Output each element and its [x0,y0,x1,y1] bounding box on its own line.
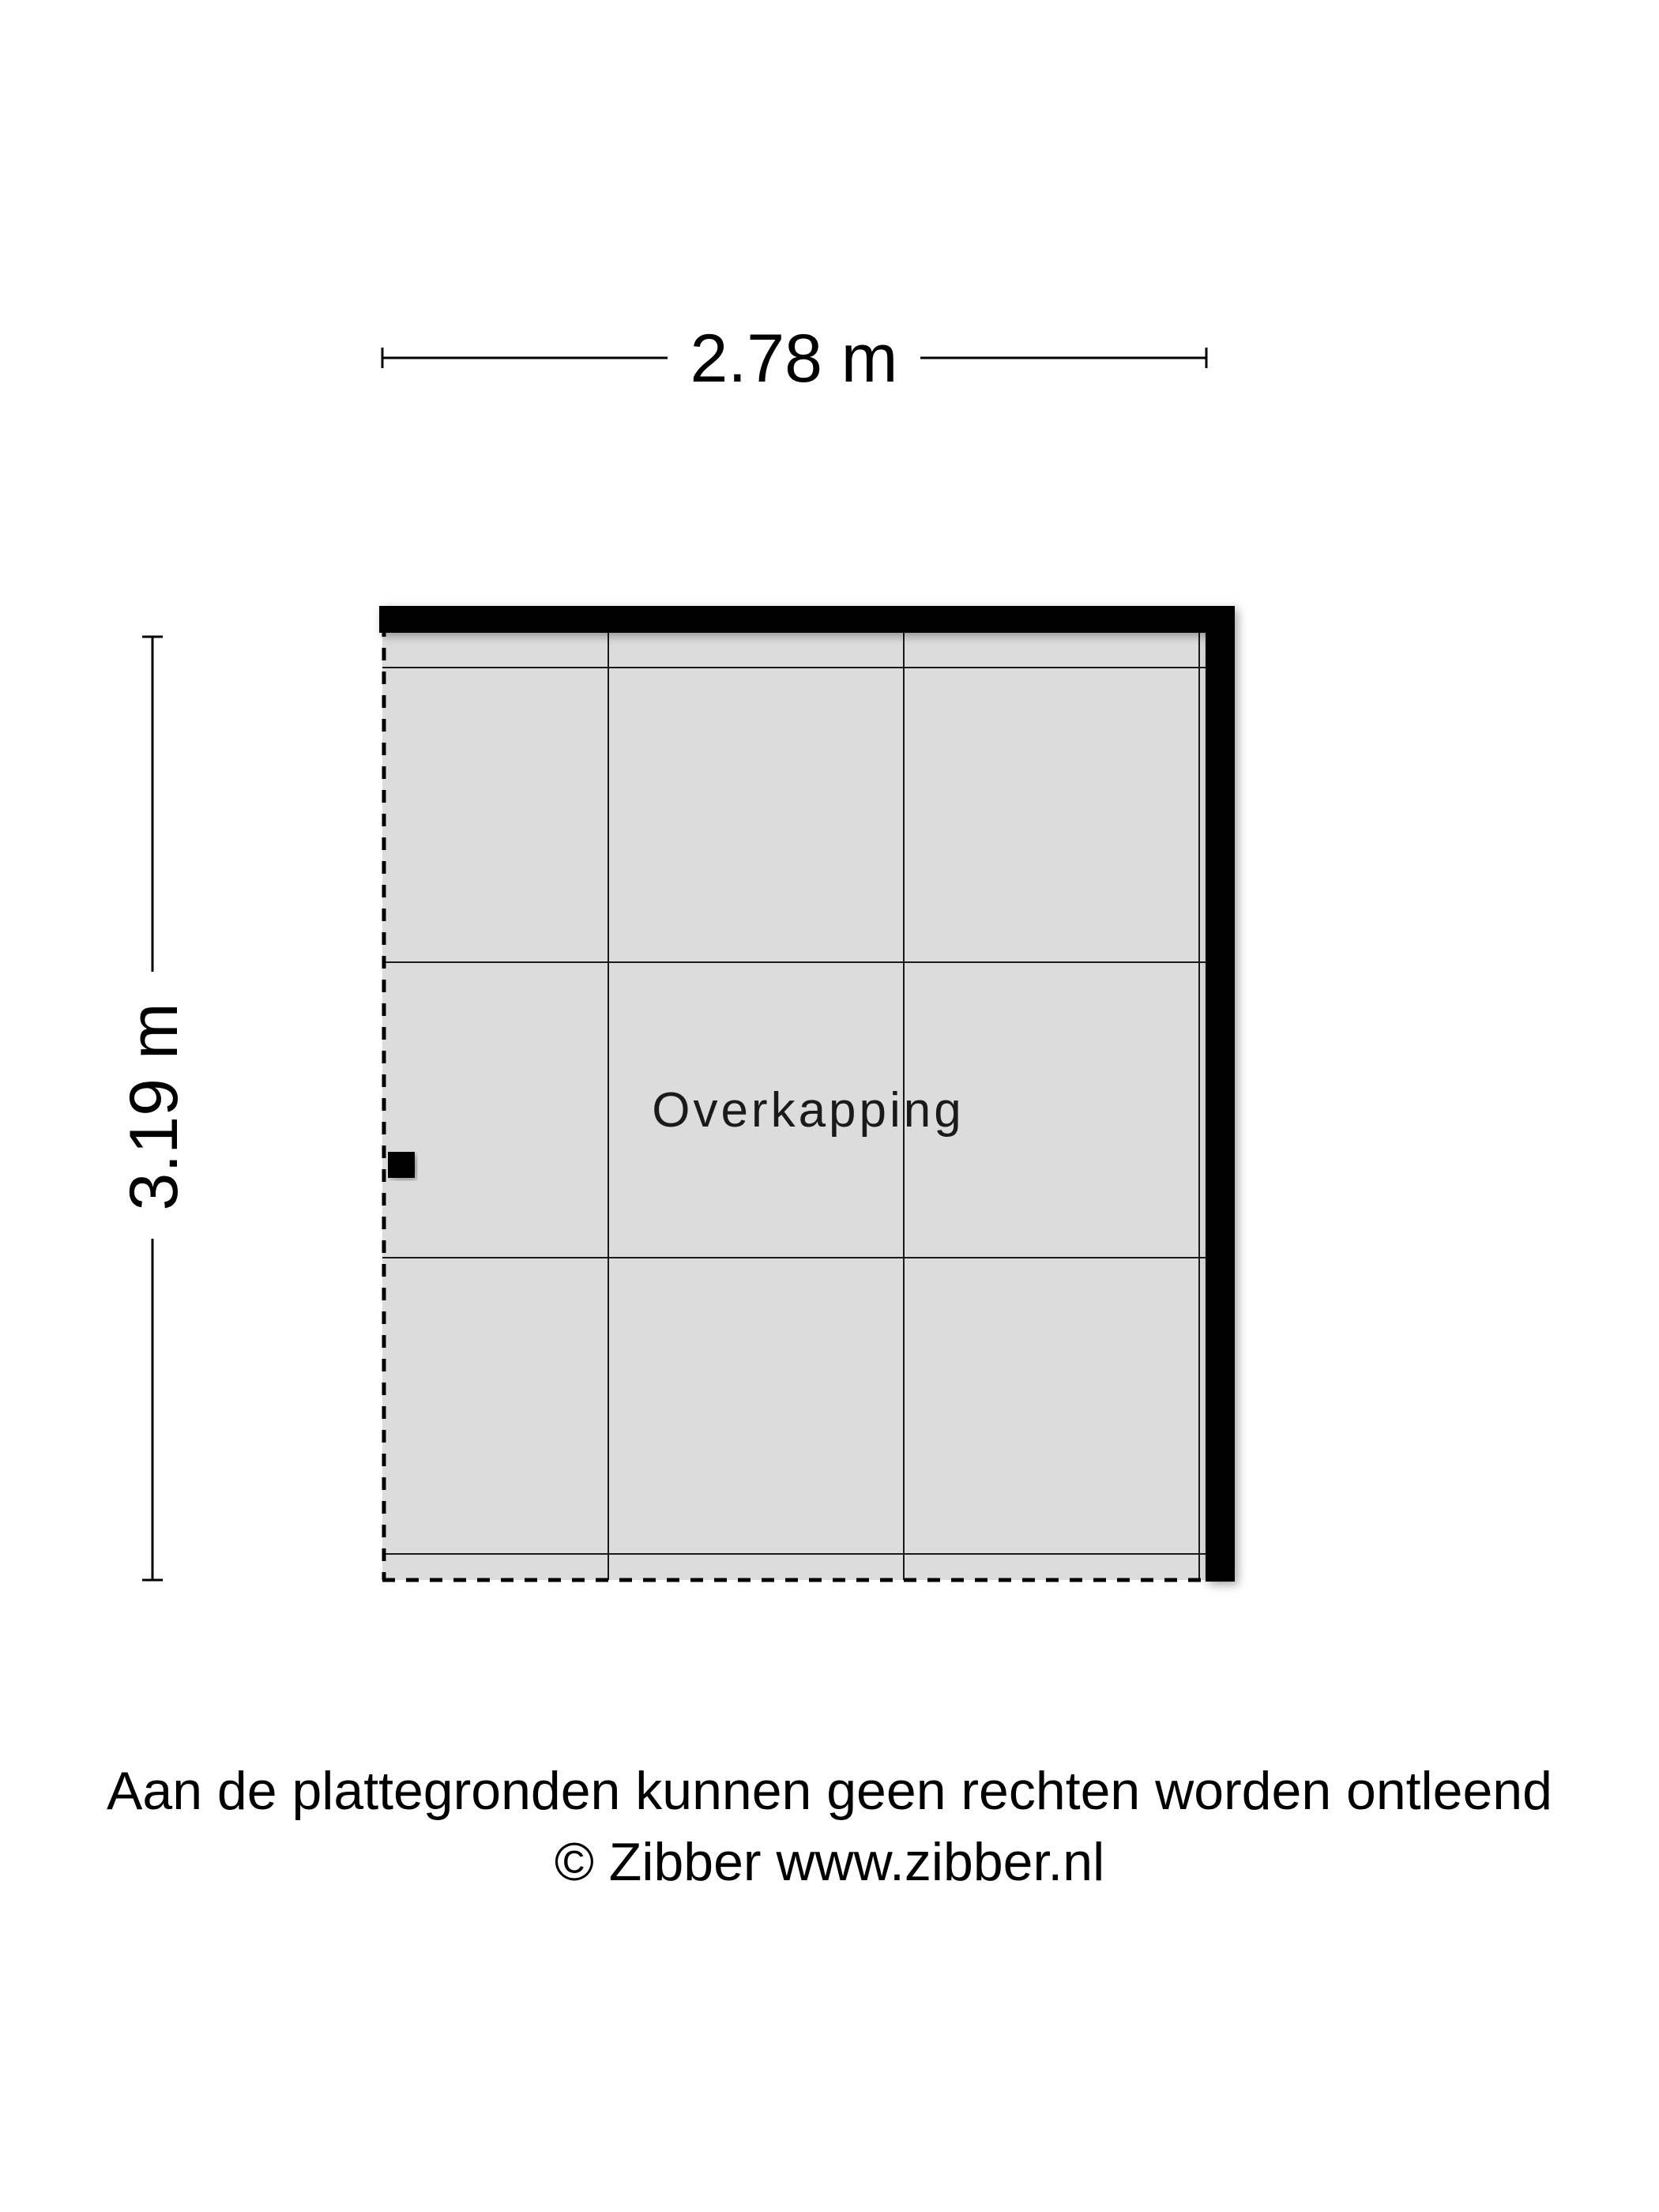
depth-dimension [116,637,192,1580]
right-wall [1206,606,1235,1582]
room-label: Overkapping [652,1083,965,1138]
top-wall [379,606,1235,633]
disclaimer-text: Aan de plattegronden kunnen geen rechten worden ontleend [107,1761,1552,1821]
width-label: 2.78 m [690,321,898,397]
column-post [388,1152,415,1178]
copyright-text: © Zibber www.zibber.nl [554,1832,1105,1892]
depth-label: 3.19 m [116,1003,192,1211]
width-dimension [382,321,1206,397]
room-overkapping [379,606,1235,1582]
